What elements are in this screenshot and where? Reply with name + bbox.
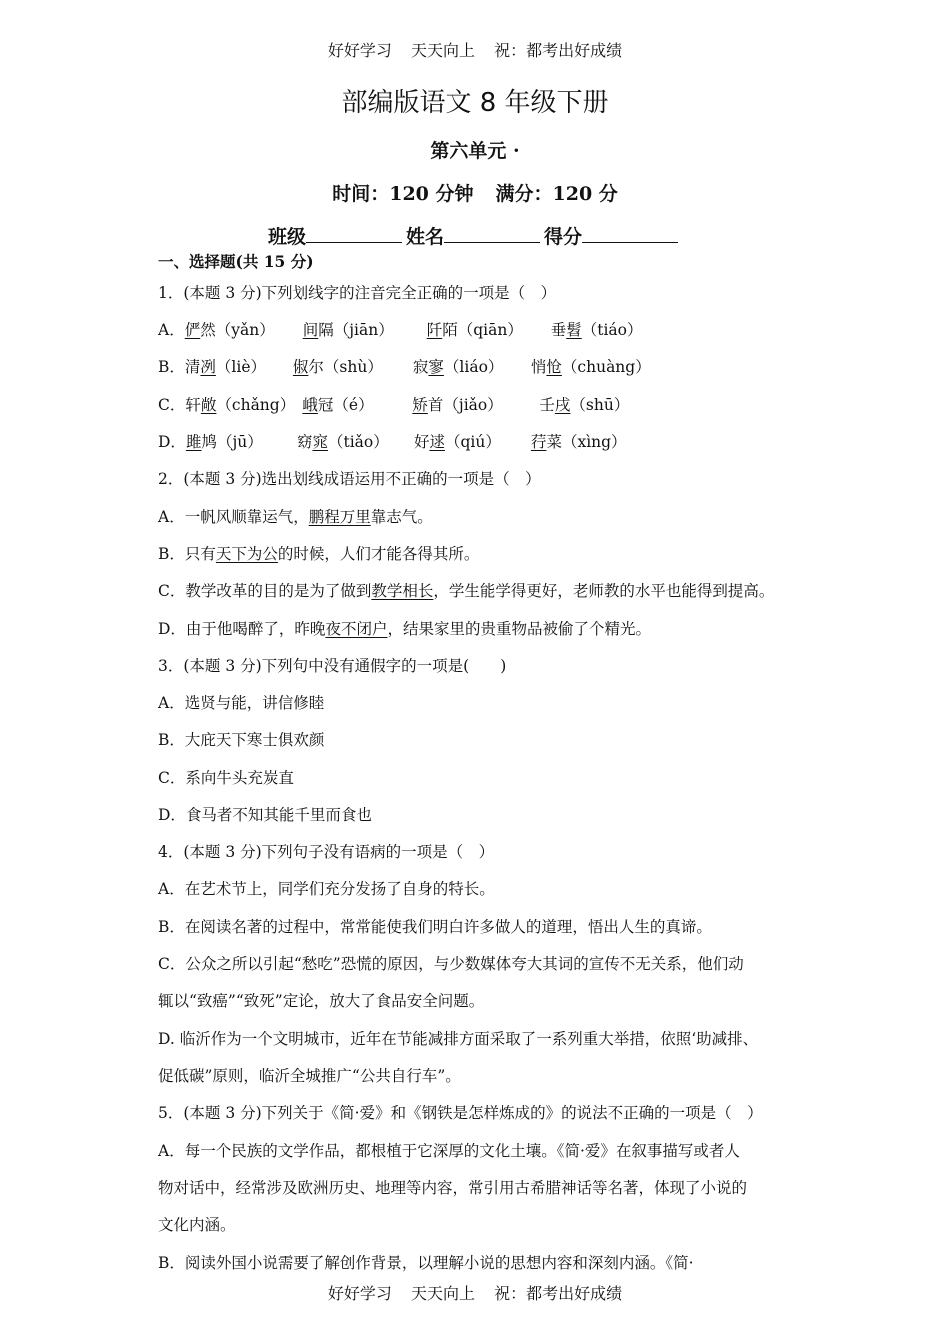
q4-option-d-line1: D. 临沂作为一个文明城市，近年在节能减排方面采取了一系列重大举措，依照‘助减排、 xyxy=(158,1030,759,1048)
q2-option-c: C．教学改革的目的是为了做到教学相长，学生能学得更好，老师教的水平也能得到提高。 xyxy=(158,582,775,600)
q3-option-a: A．选贤与能，讲信修睦 xyxy=(158,694,325,712)
name-field[interactable] xyxy=(444,224,540,243)
page-title: 部编版语文 8 年级下册 xyxy=(341,88,609,118)
footer-motto-1: 好好学习 xyxy=(327,1284,392,1303)
q5-option-a-line3: 文化内涵。 xyxy=(158,1216,236,1234)
header-motto-3: 祝：都考出好成绩 xyxy=(494,41,623,60)
question-5-stem: 5．(本题 3 分)下列关于《简·爱》和《钢铁是怎样炼成的》的说法不正确的一项是（ ） xyxy=(158,1104,763,1122)
q3-option-c: C．系向牛头充炭直 xyxy=(158,769,294,787)
footer-motto-3: 祝：都考出好成绩 xyxy=(494,1284,623,1303)
student-info xyxy=(0,222,950,249)
q2-option-d: D．由于他喝醉了，昨晚夜不闭户，结果家里的贵重物品被偷了个精光。 xyxy=(158,620,651,638)
q1-option-b: B．清冽（liè） 俶尔（shù） 寂寥（liáo） 悄怆（chuàng） xyxy=(158,358,651,376)
q1-option-c: C．轩敞（chǎng） 峨冠（é） 矫首（jiǎo） 壬戌（shū） xyxy=(158,396,630,414)
q2-option-a: A．一帆风顺靠运气，鹏程万里靠志气。 xyxy=(158,508,433,526)
q5-option-a-line2: 物对话中，经常涉及欧洲历史、地理等内容，常引用古希腊神话等名著，体现了小说的 xyxy=(158,1179,748,1197)
class-label: 班级 xyxy=(267,226,306,248)
page-footer xyxy=(0,1281,950,1304)
question-3-stem: 3．(本题 3 分)下列句中没有通假字的一项是( ) xyxy=(158,657,507,675)
q3-option-d: D．食马者不知其能千里而食也 xyxy=(158,806,372,824)
q3-option-b: B．大庇天下寒士俱欢颜 xyxy=(158,731,325,749)
q4-option-b: B．在阅读名著的过程中，常常能使我们明白许多做人的道理，悟出人生的真谛。 xyxy=(158,918,712,936)
header-motto-2: 天天向上 xyxy=(410,41,475,60)
header-motto-1: 好好学习 xyxy=(327,41,392,60)
q2-option-b: B．只有天下为公的时候，人们才能各得其所。 xyxy=(158,545,480,563)
q4-option-c-line2: 辄以“致癌”“致死”定论，放大了食品安全问题。 xyxy=(158,992,485,1010)
q1-option-d: D．雎鸠（jū） 窈窕（tiǎo） 好逑（qiú） 荇菜（xìng） xyxy=(158,433,627,451)
q5-option-b-line1: B．阅读外国小说需要了解创作背景，以理解小说的思想内容和深刻内涵。《简· xyxy=(158,1254,694,1272)
score-field[interactable] xyxy=(582,224,678,243)
q4-option-c-line1: C．公众之所以引起“愁吃”恐慌的原因，与少数媒体夸大其词的宣传不无关系，他们动 xyxy=(158,955,744,973)
score-label: 得分 xyxy=(544,226,583,248)
name-label: 姓名 xyxy=(405,226,444,248)
question-2-stem: 2．(本题 3 分)选出划线成语运用不正确的一项是（ ） xyxy=(158,470,541,488)
q4-option-a: A．在艺术节上，同学们充分发扬了自身的特长。 xyxy=(158,880,495,898)
time-score xyxy=(0,179,950,206)
question-4-stem: 4．(本题 3 分)下列句子没有语病的一项是（ ） xyxy=(158,843,495,861)
footer-motto-2: 天天向上 xyxy=(410,1284,475,1303)
exam-time: 时间：120 分钟 xyxy=(332,183,474,205)
class-field[interactable] xyxy=(306,224,402,243)
q1-option-a: A．俨然（yǎn） 间隔（jiān） 阡陌（qiān） 垂髫（tiáo） xyxy=(158,321,643,339)
q5-option-a-line1: A．每一个民族的文学作品，都根植于它深厚的文化土壤。《简·爱》在叙事描写或者人 xyxy=(158,1142,740,1160)
full-score: 满分：120 分 xyxy=(495,183,618,205)
q4-option-d-line2: 促低碳”原则，临沂全城推广“公共自行车”。 xyxy=(158,1067,461,1085)
unit-title: 第六单元 · xyxy=(430,140,520,162)
question-1-stem: 1．(本题 3 分)下列划线字的注音完全正确的一项是（ ） xyxy=(158,284,557,302)
section-heading: 一、选择题(共 15 分) xyxy=(158,252,314,271)
page-header xyxy=(0,38,950,61)
